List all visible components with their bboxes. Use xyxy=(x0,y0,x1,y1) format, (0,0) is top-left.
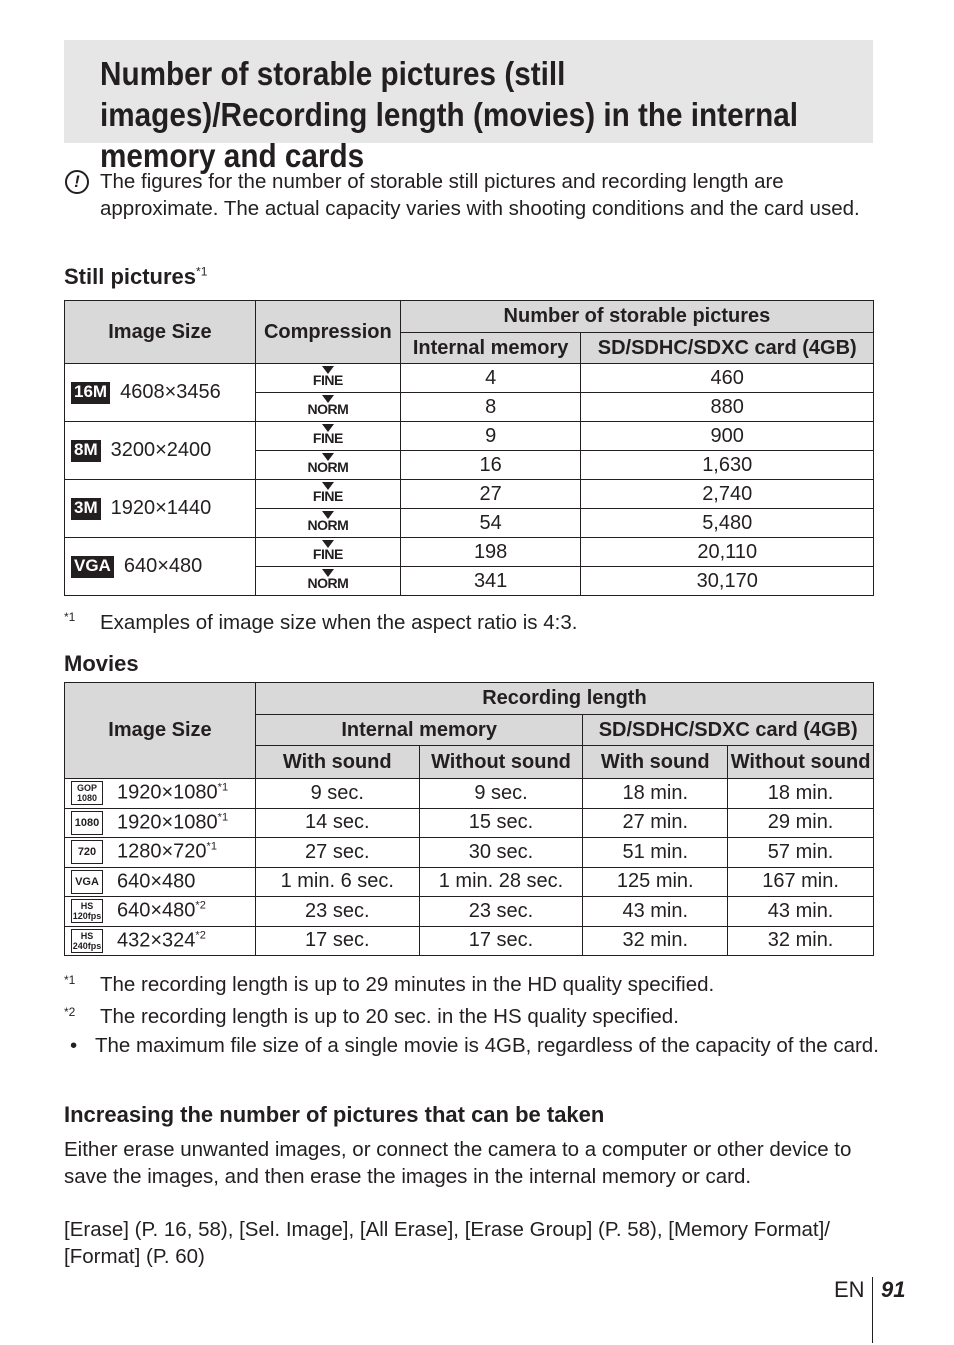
movie-size-cell xyxy=(65,897,256,927)
card-with-sound: 125 min. xyxy=(583,867,728,897)
footer-language: EN xyxy=(834,1277,865,1302)
mv-header-card-with: With sound xyxy=(583,746,728,779)
compression-norm xyxy=(255,509,400,538)
movie-size-cell xyxy=(65,779,256,809)
movie-row xyxy=(65,926,874,956)
movie-icon-bottom: VGA xyxy=(75,875,99,888)
movie-size-value: 1280×720 xyxy=(117,840,207,863)
internal-value: 27 xyxy=(400,480,581,509)
movie-icon-bottom: 1080 xyxy=(74,816,100,829)
movie-size-cell xyxy=(65,808,256,838)
movie-quality-icon xyxy=(71,781,103,805)
still-footnote-mark: *1 xyxy=(64,610,76,624)
movie-row xyxy=(65,838,874,868)
still-size-cell xyxy=(65,538,256,596)
card-with-sound: 51 min. xyxy=(583,838,728,868)
still-footnote: Examples of image size when the aspect ratio is 4:3. xyxy=(100,611,578,634)
internal-value: 4 xyxy=(400,364,581,393)
footer-divider xyxy=(872,1277,873,1343)
internal-with-sound: 17 sec. xyxy=(255,926,419,956)
movies-footnote-2-mark: *2 xyxy=(64,1005,76,1019)
internal-without-sound: 17 sec. xyxy=(419,926,583,956)
movie-icon-bottom: 1080 xyxy=(76,793,98,804)
movies-heading: Movies xyxy=(64,651,139,676)
movies-footnote-1-mark: *1 xyxy=(64,973,76,987)
still-pictures-heading xyxy=(64,264,207,290)
card-value: 880 xyxy=(581,393,874,422)
still-size-cell xyxy=(65,364,256,422)
card-without-sound: 29 min. xyxy=(728,808,874,838)
col-header-compression: Compression xyxy=(255,301,400,364)
movie-size-value: 640×480 xyxy=(117,899,196,922)
internal-with-sound: 14 sec. xyxy=(255,808,419,838)
mv-header-card: SD/SDHC/SDXC card (4GB) xyxy=(583,715,874,746)
movie-row xyxy=(65,808,874,838)
movie-size-value: 432×324 xyxy=(117,929,196,952)
movie-row xyxy=(65,867,874,897)
movie-size-mark: *1 xyxy=(217,811,229,824)
image-size-value: 1920×1440 xyxy=(110,497,212,520)
compression-fine xyxy=(255,422,400,451)
movie-row xyxy=(65,779,874,809)
image-size-value: 640×480 xyxy=(123,555,203,578)
movie-size-cell xyxy=(65,926,256,956)
movie-row xyxy=(65,897,874,927)
card-without-sound: 43 min. xyxy=(728,897,874,927)
movie-size-cell xyxy=(65,867,256,897)
movie-quality-icon xyxy=(71,811,103,835)
movie-size-mark: *2 xyxy=(195,929,206,942)
norm-icon: NORM xyxy=(307,395,348,416)
increase-paragraph: Either erase unwanted images, or connect the camera to a computer or other device to save the images, and then erase the images in the internal memory or card. xyxy=(64,1138,852,1188)
movies-table xyxy=(64,682,874,956)
compression-fine xyxy=(255,538,400,567)
internal-value: 9 xyxy=(400,422,581,451)
internal-without-sound: 9 sec. xyxy=(419,779,583,809)
movies-footnote-2: The recording length is up to 20 sec. in the HS quality specified. xyxy=(100,1005,679,1028)
movie-size-value: 1920×1080 xyxy=(117,811,218,834)
card-value: 900 xyxy=(581,422,874,451)
internal-value: 16 xyxy=(400,451,581,480)
card-value: 30,170 xyxy=(581,567,874,596)
internal-with-sound: 9 sec. xyxy=(255,779,419,809)
internal-value: 198 xyxy=(400,538,581,567)
internal-without-sound: 23 sec. xyxy=(419,897,583,927)
card-value: 1,630 xyxy=(581,451,874,480)
mv-header-internal: Internal memory xyxy=(255,715,582,746)
movie-quality-icon xyxy=(71,899,103,923)
movie-size-mark: *2 xyxy=(195,899,206,912)
internal-without-sound: 1 min. 28 sec. xyxy=(419,867,583,897)
compression-fine xyxy=(255,364,400,393)
still-size-cell xyxy=(65,422,256,480)
still-row-fine xyxy=(65,538,874,567)
movie-icon-bottom: 240fps xyxy=(72,940,102,951)
mv-header-recording-length: Recording length xyxy=(255,683,873,715)
card-value: 460 xyxy=(581,364,874,393)
image-size-icon: VGA xyxy=(71,556,114,578)
card-without-sound: 32 min. xyxy=(728,926,874,956)
mv-header-card-without: Without sound xyxy=(728,746,874,779)
movie-quality-icon xyxy=(71,929,103,953)
image-size-icon: 8M xyxy=(71,440,101,462)
bullet-text: The maximum file size of a single movie is 4GB, regardless of the capacity of the card. xyxy=(95,1034,879,1057)
movie-size-mark: *1 xyxy=(206,840,217,853)
internal-value: 341 xyxy=(400,567,581,596)
col-header-card: SD/SDHC/SDXC card (4GB) xyxy=(581,333,874,364)
movie-size-value: 1920×1080 xyxy=(117,781,218,804)
internal-with-sound: 23 sec. xyxy=(255,897,419,927)
still-heading-text: Still pictures xyxy=(64,264,197,289)
image-size-icon: 16M xyxy=(71,382,110,404)
mv-header-int-without: Without sound xyxy=(419,746,583,779)
card-value: 5,480 xyxy=(581,509,874,538)
norm-icon: NORM xyxy=(307,569,348,590)
col-header-image-size: Image Size xyxy=(65,301,256,364)
internal-without-sound: 30 sec. xyxy=(419,838,583,868)
still-row-fine xyxy=(65,364,874,393)
still-row-fine xyxy=(65,480,874,509)
card-value: 20,110 xyxy=(581,538,874,567)
internal-without-sound: 15 sec. xyxy=(419,808,583,838)
card-without-sound: 57 min. xyxy=(728,838,874,868)
compression-fine xyxy=(255,480,400,509)
movie-icon-bottom: 720 xyxy=(77,846,97,859)
caution-note: The figures for the number of storable still pictures and recording length are approximate. The actual capacity varies with shooting conditions and the card used. xyxy=(100,170,860,220)
internal-value: 8 xyxy=(400,393,581,422)
card-with-sound: 27 min. xyxy=(583,808,728,838)
page-title: Number of storable pictures (still images)/Recording length (movies) in the internal memory and cards xyxy=(100,55,799,174)
movie-size-mark: *1 xyxy=(217,781,229,794)
image-size-value: 3200×2400 xyxy=(110,439,212,462)
internal-value: 54 xyxy=(400,509,581,538)
movie-size-value: 640×480 xyxy=(117,870,196,893)
movie-icon-top: HS xyxy=(80,930,94,941)
mv-header-int-with: With sound xyxy=(255,746,419,779)
fine-icon: FINE xyxy=(313,424,343,445)
movie-icon-top: GOP xyxy=(76,783,97,794)
norm-icon: NORM xyxy=(307,511,348,532)
page-number: 91 xyxy=(881,1277,906,1302)
caution-icon: ! xyxy=(65,170,89,194)
internal-with-sound: 1 min. 6 sec. xyxy=(255,867,419,897)
fine-icon: FINE xyxy=(313,482,343,503)
still-row-fine xyxy=(65,422,874,451)
image-size-value: 4608×3456 xyxy=(120,381,221,404)
still-size-cell xyxy=(65,480,256,538)
col-header-internal: Internal memory xyxy=(400,333,581,364)
compression-norm xyxy=(255,393,400,422)
fine-icon: FINE xyxy=(313,540,343,561)
norm-icon: NORM xyxy=(307,453,348,474)
col-header-number: Number of storable pictures xyxy=(400,301,873,333)
fine-icon: FINE xyxy=(313,366,343,387)
card-without-sound: 18 min. xyxy=(728,779,874,809)
mv-header-image-size: Image Size xyxy=(65,683,256,779)
card-with-sound: 32 min. xyxy=(583,926,728,956)
card-value: 2,740 xyxy=(581,480,874,509)
increase-heading: Increasing the number of pictures that can be taken xyxy=(64,1102,605,1127)
compression-norm xyxy=(255,567,400,596)
increase-references: [Erase] (P. 16, 58), [Sel. Image], [All Erase], [Erase Group] (P. 58), [Memory Format]/ [Format] (P. 60) xyxy=(64,1218,831,1268)
still-heading-mark: *1 xyxy=(196,264,208,279)
internal-with-sound: 27 sec. xyxy=(255,838,419,868)
card-with-sound: 18 min. xyxy=(583,779,728,809)
card-with-sound: 43 min. xyxy=(583,897,728,927)
movie-size-cell xyxy=(65,838,256,868)
movie-quality-icon xyxy=(71,840,103,864)
movie-quality-icon xyxy=(71,870,103,894)
movie-icon-bottom: 120fps xyxy=(72,911,102,922)
movie-icon-top: HS xyxy=(80,901,94,912)
image-size-icon: 3M xyxy=(71,498,101,520)
compression-norm xyxy=(255,451,400,480)
movies-footnote-1: The recording length is up to 29 minutes in the HD quality specified. xyxy=(100,973,715,996)
still-pictures-table xyxy=(64,300,874,596)
bullet-mark: • xyxy=(70,1034,78,1057)
card-without-sound: 167 min. xyxy=(728,867,874,897)
